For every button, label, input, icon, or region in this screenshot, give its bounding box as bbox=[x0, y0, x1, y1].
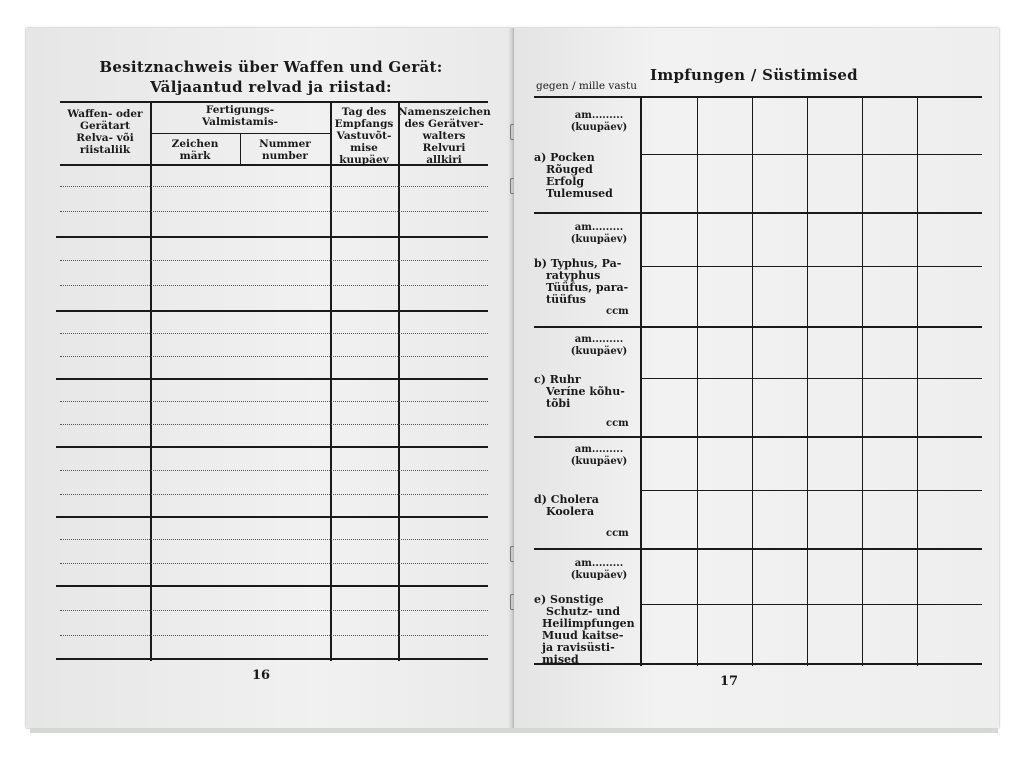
writing-line bbox=[60, 424, 488, 425]
writing-line bbox=[60, 494, 488, 495]
header-receipt-date: Tag des Empfangs Vastuvõt- mise kuupäev bbox=[334, 106, 394, 166]
writing-line bbox=[60, 635, 488, 636]
section-mid-rule bbox=[640, 490, 982, 491]
section-rule bbox=[534, 436, 982, 438]
vaccination-top-rule bbox=[534, 96, 982, 98]
writing-line bbox=[60, 186, 488, 187]
column-line-3 bbox=[330, 101, 332, 661]
grid-column-line bbox=[862, 96, 863, 666]
vaccine-typhus: b) Typhus, Pa- ratyphus Tüüfus, para- tüüfus bbox=[534, 257, 629, 306]
section-mid-rule bbox=[640, 266, 982, 267]
left-page-title-estonian: Väljaantud relvad ja riistad: bbox=[150, 78, 392, 96]
date-label: am......... (kuupäev) bbox=[570, 222, 628, 245]
writing-line bbox=[60, 356, 488, 357]
writing-line bbox=[60, 610, 488, 611]
writing-line bbox=[60, 563, 488, 564]
left-page bbox=[26, 28, 514, 728]
header-number: Nummer number bbox=[259, 138, 311, 162]
writing-line bbox=[60, 470, 488, 471]
row-rule bbox=[56, 310, 488, 312]
vaccination-label-column-line bbox=[640, 96, 642, 666]
date-label: am......... (kuupäev) bbox=[570, 110, 628, 133]
writing-line bbox=[60, 211, 488, 212]
left-page-title-german: Besitznachweis über Waffen und Gerät: bbox=[99, 58, 443, 76]
ccm-label: ccm bbox=[606, 418, 629, 429]
column-line-4 bbox=[398, 101, 400, 661]
row-rule bbox=[56, 236, 488, 238]
section-rule bbox=[534, 548, 982, 550]
section-mid-rule bbox=[640, 378, 982, 379]
date-label: am......... (kuupäev) bbox=[570, 558, 628, 581]
grid-column-line bbox=[697, 96, 698, 666]
right-page bbox=[514, 28, 999, 728]
writing-line bbox=[60, 285, 488, 286]
table-top-rule bbox=[60, 101, 488, 103]
column-line-2 bbox=[240, 133, 241, 164]
writing-line bbox=[60, 401, 488, 402]
ccm-label: ccm bbox=[606, 306, 629, 317]
header-weapon-type: Waffen- oder Gerätart Relva- või riistaliik bbox=[67, 108, 143, 156]
grid-column-line bbox=[917, 96, 918, 666]
writing-line bbox=[60, 333, 488, 334]
table-bottom-rule bbox=[56, 658, 488, 660]
vaccine-smallpox: a) Pocken Rõuged Erfolg Tulemused bbox=[534, 151, 613, 200]
header-mark: Zeichen märk bbox=[171, 138, 219, 162]
vaccine-dysentery: c) Ruhr Veríne kõhu- tõbi bbox=[534, 373, 625, 410]
page-stack-edge bbox=[30, 728, 998, 733]
vaccine-other: e) Sonstige Schutz- und Heilimpfungen Muud kaitse- ja ravisüsti- mised bbox=[534, 593, 635, 666]
section-mid-rule bbox=[640, 154, 982, 155]
row-rule bbox=[56, 446, 488, 448]
row-rule bbox=[56, 378, 488, 380]
date-label: am......... (kuupäev) bbox=[570, 444, 628, 467]
vaccine-cholera: d) Cholera Koolera bbox=[534, 493, 599, 518]
page-number-right: 17 bbox=[720, 674, 739, 689]
column-line-1 bbox=[150, 101, 152, 661]
right-page-title: Impfungen / Süstimised bbox=[650, 66, 858, 84]
page-number-left: 16 bbox=[252, 668, 271, 683]
section-rule bbox=[534, 326, 982, 328]
ccm-label: ccm bbox=[606, 528, 629, 539]
row-rule bbox=[56, 516, 488, 518]
open-booklet bbox=[26, 28, 1001, 733]
header-armourer-signature: Namenszeichen des Gerätver- walters Relvuri allkiri bbox=[398, 106, 491, 166]
date-label: am......... (kuupäev) bbox=[570, 334, 628, 357]
section-mid-rule bbox=[640, 604, 982, 605]
section-rule bbox=[534, 212, 982, 214]
writing-line bbox=[60, 539, 488, 540]
header-manufacture-group: Fertigungs- Valmistamis- bbox=[201, 104, 278, 128]
grid-column-line bbox=[807, 96, 808, 666]
writing-line bbox=[60, 260, 488, 261]
grid-column-line bbox=[752, 96, 753, 666]
row-rule bbox=[56, 585, 488, 587]
against-column-header: gegen / mille vastu bbox=[536, 80, 637, 92]
